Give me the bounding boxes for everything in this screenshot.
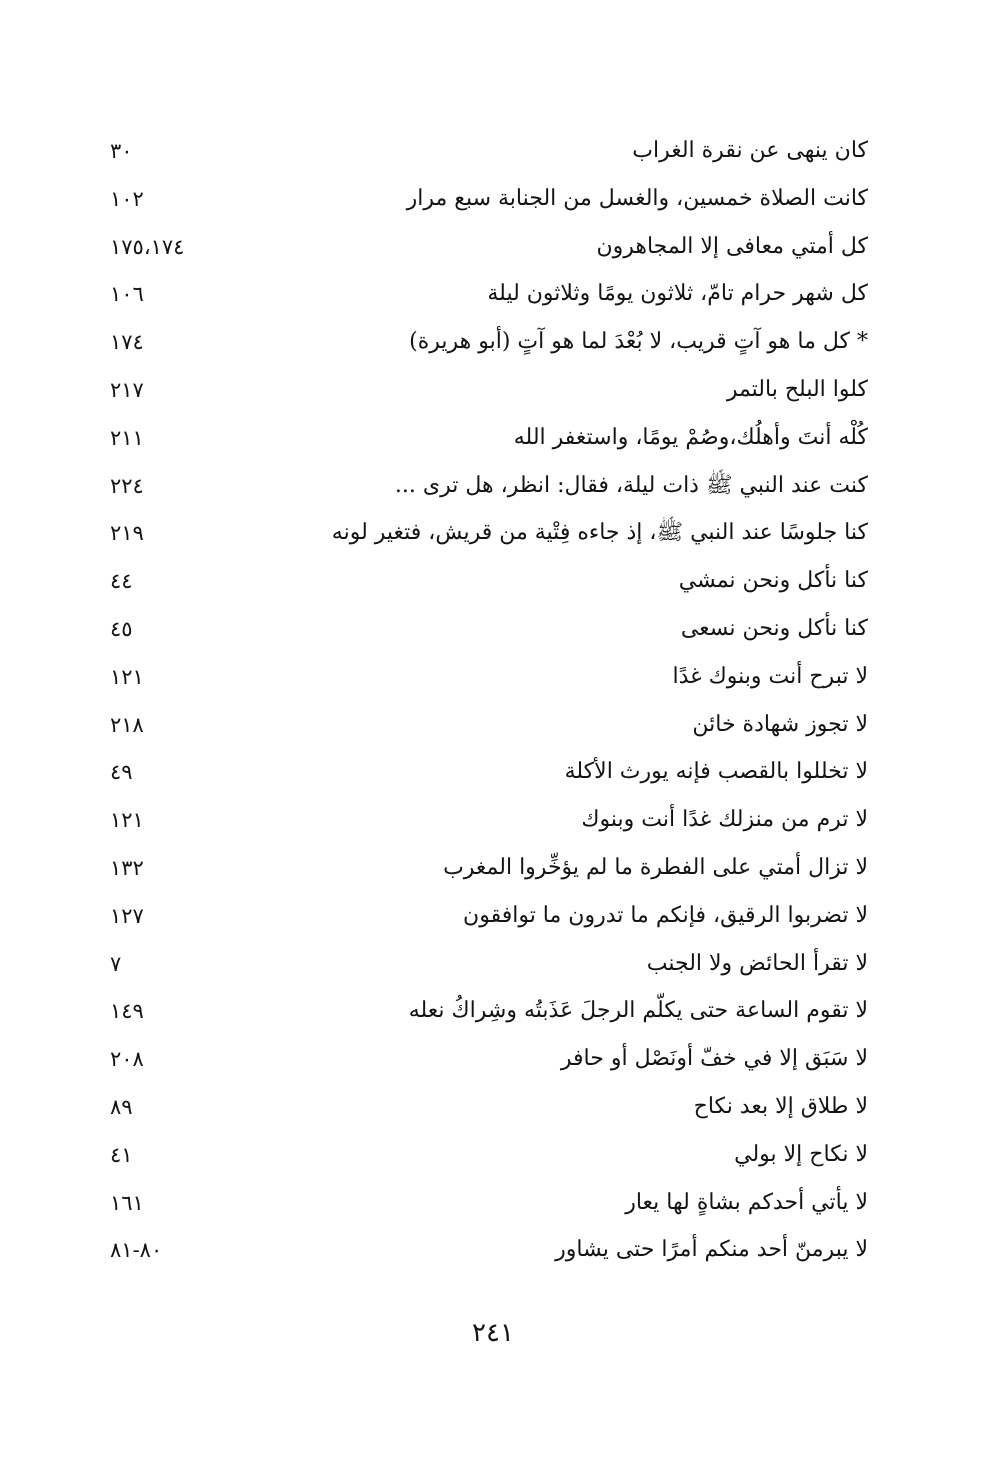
entry-text: لا تجوز شهادة خائن: [692, 711, 868, 737]
entry-page-ref: ٢١٧: [110, 377, 144, 402]
index-entry: [108, 1229, 868, 1277]
index-entry: [108, 943, 868, 991]
index-entry: [108, 1134, 868, 1182]
index-entry: [108, 226, 868, 274]
entry-page-ref: ١٤٩: [110, 999, 144, 1024]
entry-text: كل أمتي معافى إلا المجاهرون: [596, 233, 868, 259]
index-entry: [108, 656, 868, 704]
hadith-index-list: [108, 130, 868, 1277]
entry-text: * كل ما هو آتٍ قريب، لا بُعْدَ لما هو آتٍ (أبو هريرة): [409, 329, 868, 355]
entry-text: لا تزال أمتي على الفطرة ما لم يؤخِّروا المغرب: [443, 854, 868, 880]
index-entry: [108, 1182, 868, 1230]
index-entry: [108, 990, 868, 1038]
index-entry: [108, 704, 868, 752]
entry-text: لا تبرح أنت وبنوك غدًا: [672, 663, 868, 689]
entry-text: لا تقوم الساعة حتى يكلّم الرجلَ عَذَبتُه وشِراكُ نعله: [408, 998, 868, 1024]
entry-text: كنا نأكل ونحن نسعى: [680, 615, 868, 641]
entry-text: لا ترم من منزلك غدًا أنت وبنوك: [581, 807, 868, 833]
entry-text: كنا نأكل ونحن نمشي: [678, 568, 868, 594]
entry-text: لا نكاح إلا بولي: [734, 1141, 868, 1167]
entry-page-ref: ٢٢٤: [110, 473, 144, 498]
entry-text: كُلْه أنتَ وأهلُك،وصُمْ يومًا، واستغفر الله: [513, 424, 868, 450]
entry-text: لا يأتي أحدكم بشاةٍ لها يعار: [625, 1189, 868, 1215]
index-entry: [108, 465, 868, 513]
page-number: ٢٤١: [472, 1318, 514, 1348]
entry-page-ref: ١٠٢: [110, 186, 144, 211]
entry-page-ref: ٤٥: [110, 616, 133, 641]
entry-text: كل شهر حرام تامّ، ثلاثون يومًا وثلاثون ليلة: [487, 281, 868, 307]
entry-page-ref: ٤٩: [110, 760, 133, 785]
entry-page-ref: ٣٠: [110, 139, 133, 163]
entry-text: لا تضربوا الرقيق، فإنكم ما تدرون ما توافقون: [463, 902, 868, 928]
index-entry: [108, 512, 868, 560]
entry-text: لا يبرمنّ أحد منكم أمرًا حتى يشاور: [555, 1237, 868, 1263]
entry-text: لا طلاق إلا بعد نكاح: [693, 1093, 868, 1119]
entry-page-ref: ٤١: [110, 1142, 133, 1167]
entry-page-ref: ٢٠٨: [110, 1047, 144, 1072]
index-entry: [108, 369, 868, 417]
entry-text: لا سَبَق إلا في خفّ أونَصْل أو حافر: [560, 1046, 868, 1072]
entry-page-ref: ١٢٧: [110, 903, 144, 928]
entry-text: لا تقرأ الحائض ولا الجنب: [646, 950, 868, 976]
entry-text: كان ينهى عن نقرة الغراب: [632, 138, 868, 163]
entry-text: كنت عند النبي ﷺ ذات ليلة، فقال: انظر، هل ترى ...: [394, 472, 868, 498]
index-entry: [108, 895, 868, 943]
index-entry: [108, 321, 868, 369]
entry-page-ref: ٧: [110, 951, 122, 976]
index-entry: [108, 560, 868, 608]
entry-page-ref: ١٦١: [110, 1190, 144, 1215]
entry-page-ref: ٨٩: [110, 1094, 133, 1119]
entry-page-ref: ٢١٩: [110, 521, 144, 546]
index-entry: [108, 273, 868, 321]
entry-text: كلوا البلح بالتمر: [726, 376, 868, 402]
entry-text: كانت الصلاة خمسين، والغسل من الجنابة سبع مرار: [406, 185, 868, 211]
index-entry: [108, 608, 868, 656]
entry-page-ref: ٨٠-٨١: [110, 1238, 163, 1263]
index-entry: [108, 751, 868, 799]
entry-page-ref: ١٣٢: [110, 855, 144, 880]
entry-page-ref: ١٧٤: [110, 330, 144, 355]
index-entry: [108, 1038, 868, 1086]
entry-page-ref: ١٢١: [110, 664, 144, 689]
entry-page-ref: ٢١٨: [110, 712, 144, 737]
index-entry: [108, 847, 868, 895]
entry-page-ref: ١٧٥،١٧٤: [110, 234, 185, 259]
entry-page-ref: ٢١١: [110, 425, 144, 450]
entry-page-ref: ١٢١: [110, 808, 144, 833]
index-entry: [108, 1086, 868, 1134]
index-entry: [108, 130, 868, 178]
entry-page-ref: ١٠٦: [110, 282, 144, 307]
entry-text: لا تخللوا بالقصب فإنه يورث الأكلة: [564, 759, 868, 785]
entry-text: كنا جلوسًا عند النبي ﷺ، إذ جاءه فِتْية من قريش، فتغير لونه: [331, 520, 868, 546]
entry-page-ref: ٤٤: [110, 569, 133, 594]
index-entry: [108, 178, 868, 226]
index-entry: [108, 417, 868, 465]
index-entry: [108, 799, 868, 847]
